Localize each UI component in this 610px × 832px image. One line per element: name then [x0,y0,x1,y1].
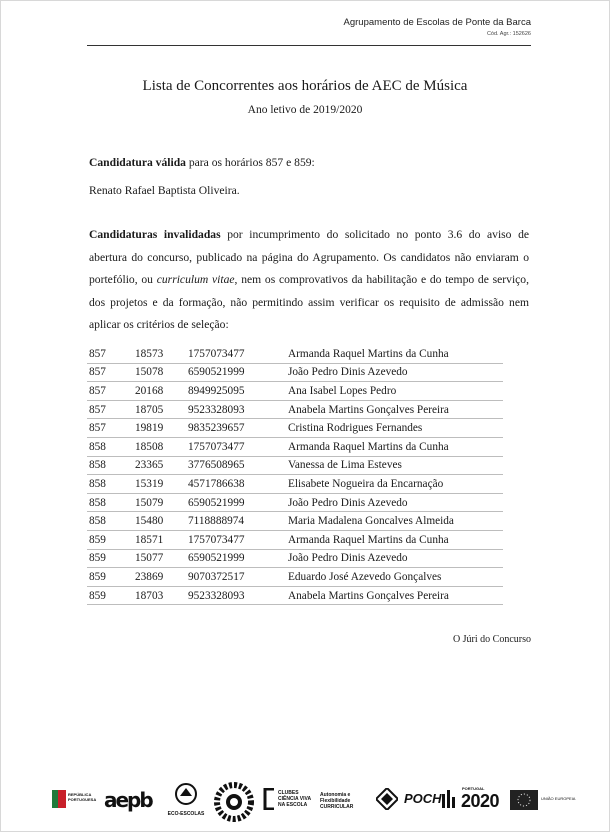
candidate-name-cell: Vanessa de Lima Esteves [288,456,503,475]
id-number-cell: 9835239657 [188,419,288,438]
table-row [87,549,503,568]
candidate-name-cell: Ana Isabel Lopes Pedro [288,382,503,401]
valid-candidacy-text: para os horários 857 e 859: [185,156,315,169]
table-row [87,530,503,549]
portugal-gov-text: REPÚBLICA PORTUGUESA [68,792,97,802]
autonomia-flexibilidade-logo [320,792,376,810]
candidate-number-cell: 19819 [135,419,188,438]
schedule-cell: 858 [87,437,135,456]
uniao-europeia-text: UNIÃO EUROPEIA [541,796,576,801]
id-number-cell: 6590521999 [188,493,288,512]
candidate-number-cell: 20168 [135,382,188,401]
table-row [87,586,503,605]
portugal-2020-year: 2020 [461,791,500,811]
candidate-name-cell: Anabela Martins Gonçalves Pereira [288,400,503,419]
candidates-table [87,345,503,605]
poch-logo [404,790,442,808]
table-row [87,512,503,531]
document-subtitle: Ano letivo de 2019/2020 [247,104,363,116]
id-number-cell: 9523328093 [188,586,288,605]
id-number-cell: 1757073477 [188,345,288,363]
schedule-cell: 859 [87,549,135,568]
schedule-cell: 858 [87,475,135,494]
aepb-text: aepb [104,788,152,812]
eco-escolas-logo [164,782,208,817]
schedule-cell: 858 [87,512,135,531]
schedule-cell: 859 [87,586,135,605]
candidate-name-cell: Armanda Raquel Martins da Cunha [288,437,503,456]
candidate-number-cell: 18508 [135,437,188,456]
candidate-name-cell: Armanda Raquel Martins da Cunha [288,530,503,549]
eco-schools-icon [175,782,197,806]
candidate-number-cell: 15319 [135,475,188,494]
candidate-number-cell: 15078 [135,363,188,382]
gear-emblem-logo [214,782,254,827]
schedule-cell: 857 [87,400,135,419]
candidate-number-cell: 18571 [135,530,188,549]
id-number-cell: 6590521999 [188,549,288,568]
portugal-2020-bars-icon [442,788,458,810]
gear-emblem-icon [214,782,254,822]
schedule-cell: 859 [87,530,135,549]
invalid-candidacy-paragraph [89,224,529,337]
id-number-cell: 9070372517 [188,568,288,587]
schedule-cell: 857 [87,382,135,401]
id-number-cell: 3776508965 [188,456,288,475]
candidate-number-cell: 23365 [135,456,188,475]
candidate-name-cell: Anabela Martins Gonçalves Pereira [288,586,503,605]
id-number-cell: 7118888974 [188,512,288,531]
candidate-name-cell: João Pedro Dinis Azevedo [288,549,503,568]
candidate-name-cell: Cristina Rodrigues Fernandes [288,419,503,438]
schedule-cell: 857 [87,345,135,363]
portugal-shield-icon [52,790,66,808]
id-number-cell: 4571786638 [188,475,288,494]
candidate-name-cell: Eduardo José Azevedo Gonçalves [288,568,503,587]
table-row [87,493,503,512]
valid-candidacy-paragraph [89,156,315,169]
candidate-number-cell: 18703 [135,586,188,605]
table-row [87,400,503,419]
diamond-pattern-icon [376,788,398,810]
schedule-cell: 857 [87,419,135,438]
table-row [87,475,503,494]
eco-escolas-text: ECO-ESCOLAS [167,811,205,817]
invalid-candidacy-label: Candidaturas invalidadas [89,228,221,241]
header-divider [87,45,531,46]
candidate-name-cell: João Pedro Dinis Azevedo [288,363,503,382]
candidate-number-cell: 15079 [135,493,188,512]
autonomia-text: Autonomia e Flexibilidade CURRICULAR [320,792,354,810]
table-row [87,345,503,363]
valid-candidate-name: Renato Rafael Baptista Oliveira. [89,184,240,197]
document-title: Lista de Concorrentes aos horários de AEC de Música [142,78,468,94]
school-code: Cód. Agr.: 152626 [486,31,531,37]
table-row [87,456,503,475]
id-number-cell: 9523328093 [188,400,288,419]
id-number-cell: 8949925095 [188,382,288,401]
candidate-number-cell: 15480 [135,512,188,531]
table-row [87,363,503,382]
table-row [87,382,503,401]
candidate-name-cell: Elisabete Nogueira da Encarnação [288,475,503,494]
clubes-text: CLUBES CIÊNCIA VIVA NA ESCOLA [278,790,311,808]
aepb-logo [104,788,152,812]
candidate-name-cell: Maria Madalena Goncalves Almeida [288,512,503,531]
id-number-cell: 1757073477 [188,530,288,549]
invalid-text-part2: , nem os comprovativos da habilitação e do tempo de serviço, dos projetos e da formação, não permitindo assim verificar os requisito de admissão nem aplicar os critérios de seleção: [89,273,530,332]
footer-logos [52,782,582,822]
candidate-number-cell: 18573 [135,345,188,363]
valid-candidacy-label: Candidatura válida [89,156,186,169]
jury-signature: O Júri do Concurso [452,634,531,645]
table-row [87,419,503,438]
schedule-cell: 859 [87,568,135,587]
diamond-pattern-logo [376,788,398,815]
table-row [87,437,503,456]
poch-text: POCH [404,791,442,806]
table-row [87,568,503,587]
invalid-text-italic: curriculum vitae [156,273,235,287]
candidate-name-cell: Armanda Raquel Martins da Cunha [288,345,503,363]
id-number-cell: 1757073477 [188,437,288,456]
candidate-name-cell: João Pedro Dinis Azevedo [288,493,503,512]
school-name: Agrupamento de Escolas de Ponte da Barca [343,17,531,28]
schedule-cell: 858 [87,456,135,475]
eu-flag-icon [510,790,538,810]
candidate-number-cell: 23869 [135,568,188,587]
portugal-2020-label: PORTUGAL [462,786,485,791]
invalid-text-part1: por incumprimento do solicitado no ponto 3.6 do aviso de abertura do concurso, publicado na página do Agrupamento. Os candidatos não enviaram o portefólio, ou [89,228,530,287]
schedule-cell: 858 [87,493,135,512]
schedule-cell: 857 [87,363,135,382]
id-number-cell: 6590521999 [188,363,288,382]
document-header [344,17,531,37]
clubes-bracket-icon [262,788,276,810]
candidate-number-cell: 15077 [135,549,188,568]
candidate-number-cell: 18705 [135,400,188,419]
